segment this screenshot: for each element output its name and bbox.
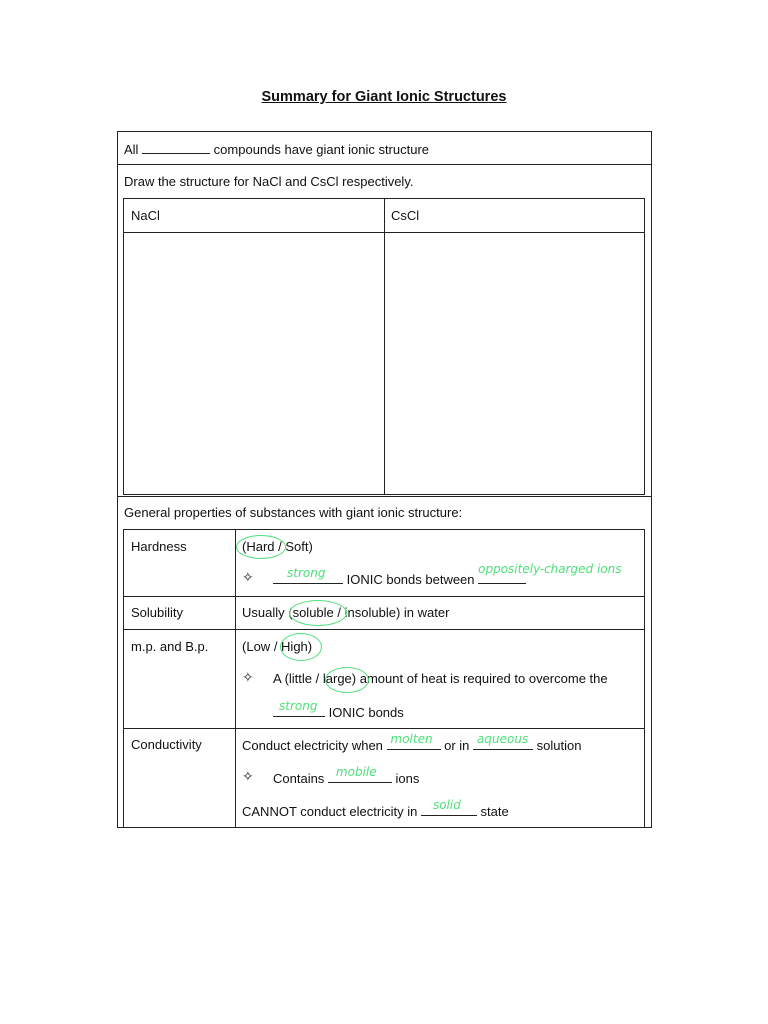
- row-divider: [117, 164, 652, 165]
- nacl-drawing-area[interactable]: [124, 233, 384, 494]
- conductivity-line3: CANNOT conduct electricity in solid state: [242, 798, 509, 819]
- mp-heat-line: A (little / large) amount of heat is required to overcome the: [273, 671, 608, 686]
- handwritten-answer: molten: [390, 732, 433, 746]
- mp-options: (Low / High): [242, 639, 313, 654]
- cscl-drawing-area[interactable]: [385, 233, 644, 494]
- hardness-bonds-line: strong IONIC bonds between oppositely-charged ions: [273, 571, 526, 588]
- bullet-icon: ✧: [242, 569, 254, 585]
- hardness-options: (Hard / Soft): [242, 539, 313, 554]
- mp-bonds-line: strong IONIC bonds: [273, 704, 404, 721]
- handwritten-answer: oppositely-charged ions: [478, 562, 622, 576]
- conductivity-label: Conductivity: [131, 737, 202, 752]
- properties-column-divider: [235, 529, 236, 828]
- bullet-icon: ✧: [242, 669, 254, 685]
- mp-label: m.p. and B.p.: [131, 639, 209, 654]
- solubility-statement: Usually (soluble / insoluble) in water: [242, 605, 450, 620]
- answer-blank[interactable]: [142, 141, 210, 154]
- hardness-label: Hardness: [131, 539, 187, 554]
- circled-answer-high: [280, 633, 322, 661]
- answer-blank[interactable]: [478, 562, 622, 584]
- cscl-header: CsCl: [391, 208, 420, 223]
- circled-answer-soluble: [289, 600, 347, 626]
- circled-answer-large: [325, 667, 369, 693]
- row-divider: [123, 629, 645, 630]
- answer-blank[interactable]: [273, 566, 343, 584]
- nacl-header: NaCl: [131, 208, 160, 223]
- row-divider: [117, 496, 652, 497]
- conductivity-line2: Contains mobile ions: [273, 765, 420, 786]
- conductivity-line1: Conduct electricity when molten or in aqueous solution: [242, 732, 582, 753]
- answer-blank[interactable]: [328, 765, 392, 783]
- answer-blank[interactable]: [421, 798, 477, 816]
- page-title: Summary for Giant Ionic Structures: [261, 89, 507, 105]
- handwritten-answer: strong: [279, 699, 318, 713]
- circled-answer-hard: [236, 535, 286, 559]
- handwritten-answer: strong: [287, 566, 326, 580]
- draw-instruction: Draw the structure for NaCl and CsCl respectively.: [124, 174, 414, 189]
- answer-blank[interactable]: [387, 732, 441, 750]
- handwritten-answer: mobile: [335, 765, 377, 779]
- answer-blank[interactable]: [473, 732, 533, 750]
- solubility-label: Solubility: [131, 605, 184, 620]
- row-divider: [123, 728, 645, 729]
- row-divider: [123, 596, 645, 597]
- bullet-icon: ✧: [242, 768, 254, 784]
- row1-statement: All compounds have giant ionic structure: [124, 142, 430, 157]
- answer-blank[interactable]: [273, 699, 325, 717]
- properties-intro: General properties of substances with giant ionic structure:: [124, 505, 463, 520]
- handwritten-answer: aqueous: [477, 732, 529, 746]
- handwritten-answer: solid: [432, 798, 461, 812]
